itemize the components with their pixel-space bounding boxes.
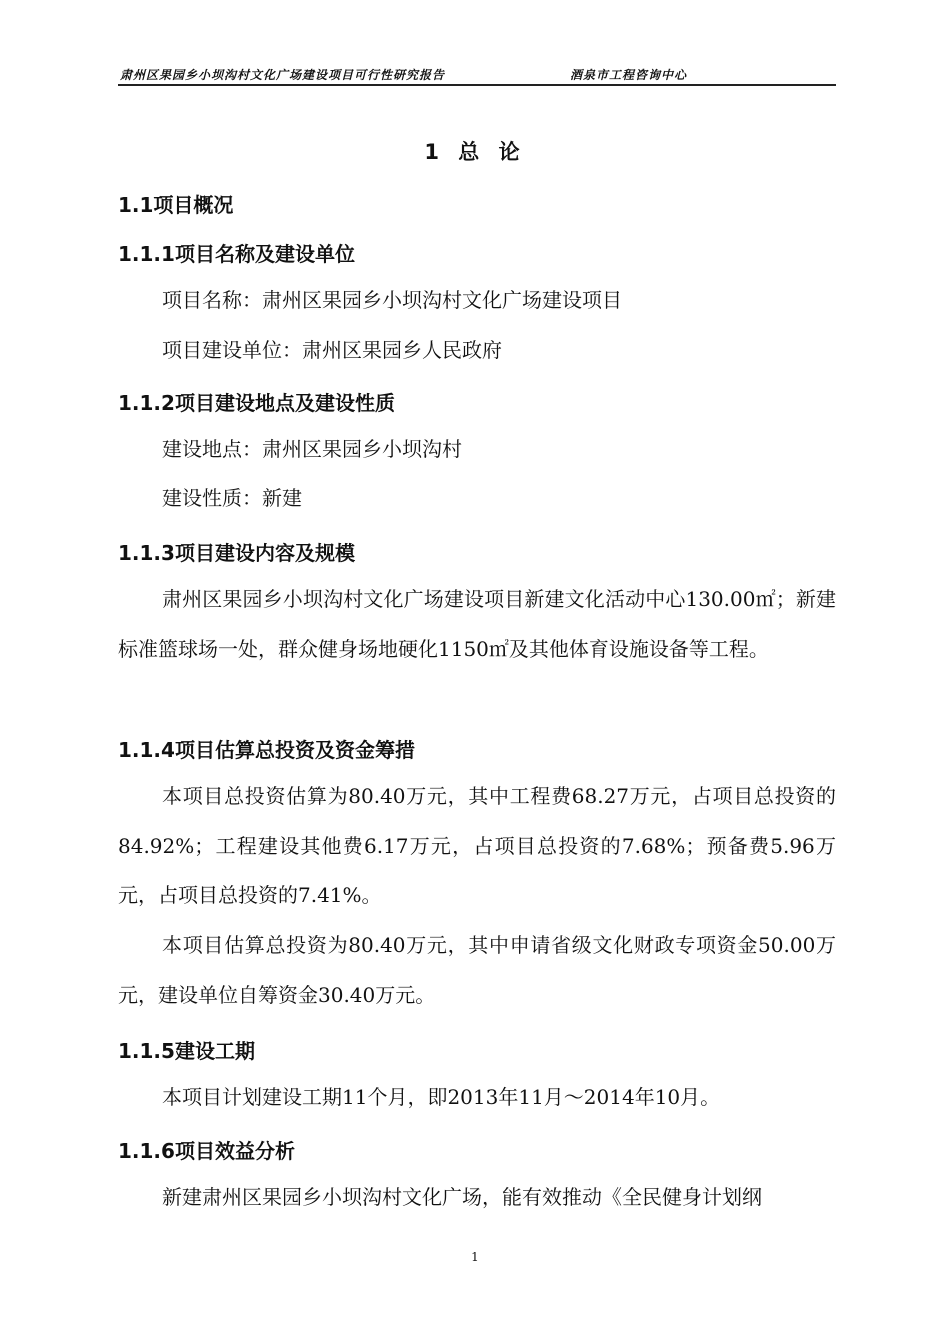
header-organization: 酒泉市工程咨询中心 [570,68,688,82]
schedule-paragraph: 本项目计划建设工期11个月，即2013年11月～2014年10月。 [162,1085,721,1109]
scope-paragraph: 肃州区果园乡小坝沟村文化广场建设项目新建文化活动中心130.00㎡；新建标准篮球场一处，群众健身场地硬化1150㎡及其他体育设施设备等工程。 [118,587,836,661]
nature-paragraph: 建设性质：新建 [162,486,302,510]
project-name-paragraph: 项目名称：肃州区果园乡小坝沟村文化广场建设项目 [162,288,622,312]
page-number: 1 [471,1250,479,1264]
benefit-paragraph: 新建肃州区果园乡小坝沟村文化广场，能有效推动《全民健身计划纲 [162,1185,762,1209]
section-heading-1-1-2: 1.1.2项目建设地点及建设性质 [118,391,395,415]
section-heading-1-1-5: 1.1.5建设工期 [118,1039,255,1063]
location-paragraph: 建设地点：肃州区果园乡小坝沟村 [162,437,462,461]
section-heading-1-1: 1.1项目概况 [118,193,234,217]
project-owner-paragraph: 项目建设单位：肃州区果园乡人民政府 [162,338,502,362]
investment-paragraph: 本项目总投资估算为80.40万元，其中工程费68.27万元，占项目总投资的84.92%；工程建设其他费6.17万元，占项目总投资的7.68%；预备费5.96万元，占项目总投资的7.41%。 [118,784,836,907]
header-report-title: 肃州区果园乡小坝沟村文化广场建设项目可行性研究报告 [120,68,446,82]
section-heading-1-1-4: 1.1.4项目估算总投资及资金筹措 [118,738,415,762]
funding-paragraph: 本项目估算总投资为80.40万元，其中申请省级文化财政专项资金50.00万元，建设单位自筹资金30.40万元。 [118,933,836,1007]
section-heading-1-1-3: 1.1.3项目建设内容及规模 [118,541,355,565]
chapter-title: 1 总 论 [424,140,526,164]
section-heading-1-1-6: 1.1.6项目效益分析 [118,1139,295,1163]
section-heading-1-1-1: 1.1.1项目名称及建设单位 [118,242,355,266]
page-header [118,64,836,86]
